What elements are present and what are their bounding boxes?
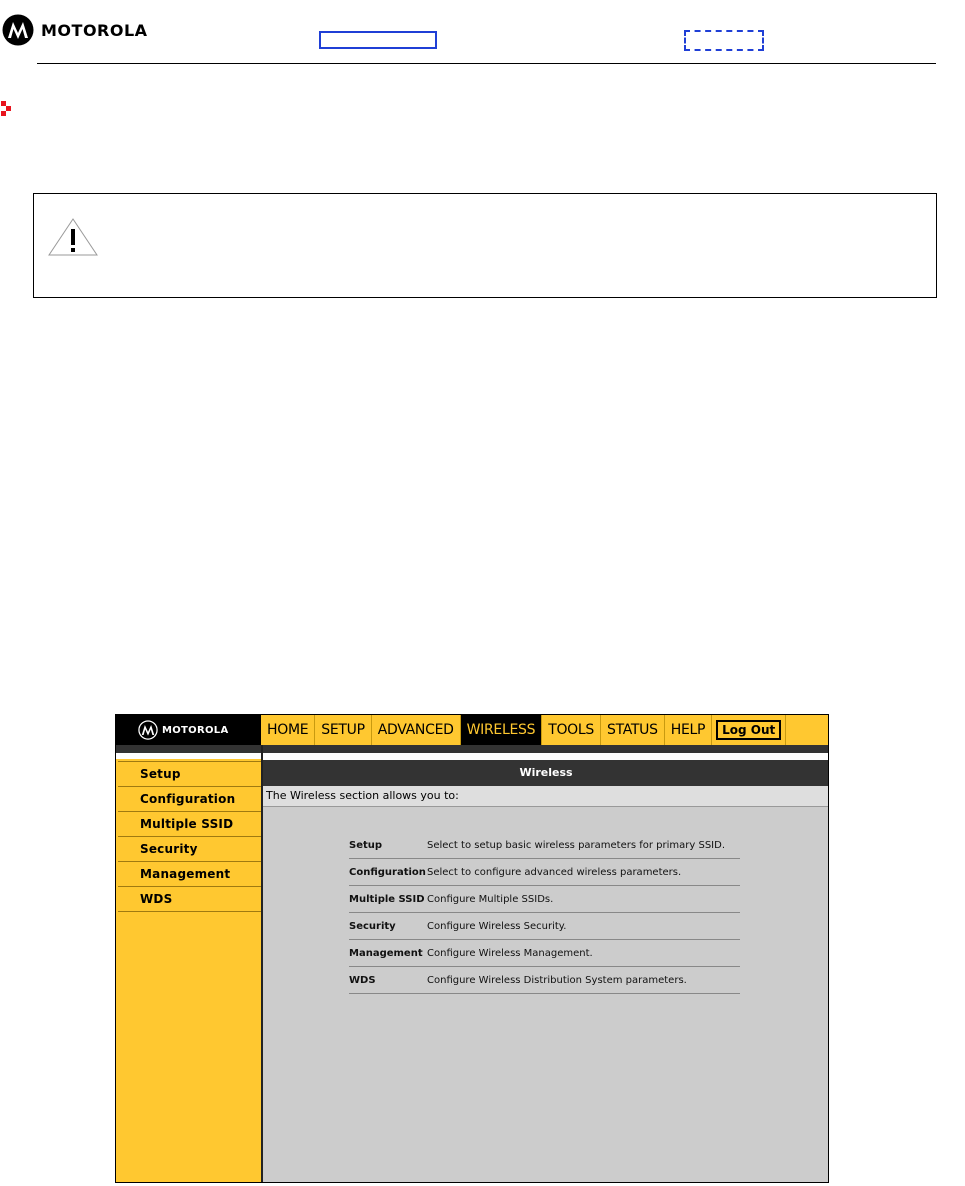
motorola-logo-icon (2, 14, 34, 46)
caution-notice-box (33, 193, 937, 298)
router-main-panel (263, 760, 829, 1183)
list-item (349, 967, 740, 994)
tab-home[interactable]: HOME (261, 715, 315, 745)
router-logo-wordmark: MOTOROLA (162, 724, 229, 736)
sidebar-item-setup[interactable]: Setup (118, 761, 261, 787)
option-name-wds[interactable]: WDS (349, 974, 376, 986)
nav-underbar (116, 745, 829, 753)
brand-wordmark: MOTOROLA (41, 20, 148, 40)
wireless-options-list (349, 832, 740, 994)
option-desc: Select to configure advanced wireless parameters. (427, 866, 682, 878)
tab-setup[interactable]: SETUP (315, 715, 371, 745)
caution-triangle-icon (47, 217, 99, 257)
tab-help[interactable]: HELP (665, 715, 712, 745)
option-desc: Configure Multiple SSIDs. (427, 893, 554, 905)
tab-status[interactable]: STATUS (601, 715, 665, 745)
sidebar-top-strip (116, 753, 261, 759)
option-name-setup[interactable]: Setup (349, 839, 383, 851)
option-desc: Configure Wireless Security. (427, 920, 567, 932)
sidebar-item-multiple-ssid[interactable]: Multiple SSID (118, 812, 261, 837)
option-desc: Configure Wireless Management. (427, 947, 593, 959)
header-divider (37, 63, 936, 64)
list-item (349, 940, 740, 967)
sidebar-item-wds[interactable]: WDS (118, 887, 261, 912)
list-item (349, 859, 740, 886)
tab-advanced[interactable]: ADVANCED (372, 715, 461, 745)
list-item (349, 913, 740, 940)
router-nav-bar (261, 715, 829, 745)
motorola-brand (2, 14, 148, 46)
main-top-strip (261, 753, 829, 760)
navigation-link-box[interactable] (319, 31, 437, 49)
option-name-multiple-ssid[interactable]: Multiple SSID (349, 893, 425, 905)
logout-button[interactable]: Log Out (716, 720, 781, 740)
router-logo (116, 715, 261, 745)
sidebar-item-security[interactable]: Security (118, 837, 261, 862)
list-item (349, 832, 740, 859)
document-header (0, 0, 965, 70)
list-item (349, 886, 740, 913)
option-name-management[interactable]: Management (349, 947, 423, 959)
router-ui-screenshot (115, 714, 829, 1183)
option-desc: Configure Wireless Distribution System parameters. (427, 974, 687, 986)
page-title: Wireless (263, 760, 829, 786)
router-sidebar (118, 761, 261, 912)
motorola-logo-icon (138, 720, 158, 740)
option-name-configuration[interactable]: Configuration (349, 866, 426, 878)
logout-container (712, 715, 786, 745)
tab-tools[interactable]: TOOLS (542, 715, 601, 745)
tab-wireless[interactable]: WIRELESS (461, 715, 543, 745)
sidebar-item-configuration[interactable]: Configuration (118, 787, 261, 812)
navigation-link-box-dashed[interactable] (684, 30, 764, 51)
option-name-security[interactable]: Security (349, 920, 396, 932)
sidebar-item-management[interactable]: Management (118, 862, 261, 887)
option-desc: Select to setup basic wireless parameters for primary SSID. (427, 839, 726, 851)
red-checker-bullet-icon (1, 101, 15, 117)
page-intro: The Wireless section allows you to: (263, 786, 829, 807)
